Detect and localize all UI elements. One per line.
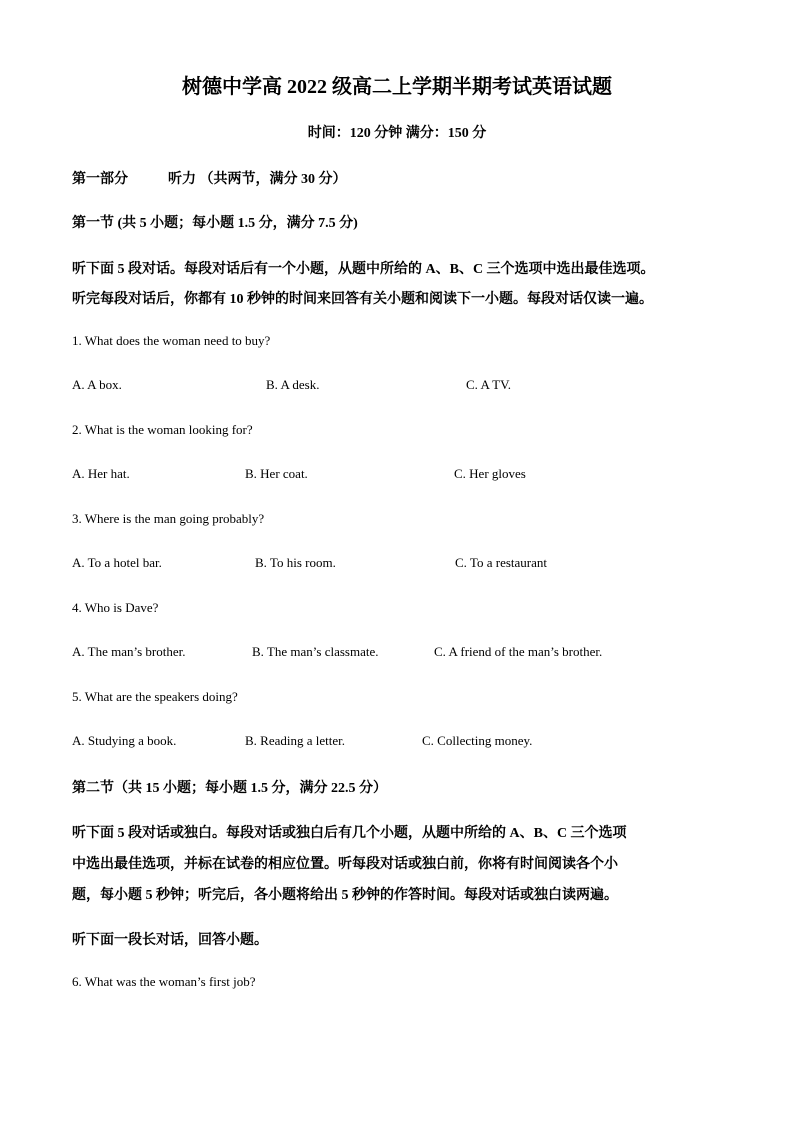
question-2-option-c: C. Her gloves xyxy=(454,466,526,481)
question-3-option-a: A. To a hotel bar. xyxy=(72,555,162,570)
question-1-option-b: B. A desk. xyxy=(266,377,320,392)
question-4-option-c: C. A friend of the man’s brother. xyxy=(434,644,603,659)
question-4-option-a: A. The man’s brother. xyxy=(72,644,186,659)
question-5-option-b: B. Reading a letter. xyxy=(245,733,346,748)
section1-heading: 第一节 (共 5 小题；每小题 1.5 分，满分 7.5 分) xyxy=(72,216,358,231)
question-3-option-c: C. To a restaurant xyxy=(455,555,547,570)
long-dialogue-intro: 听下面一段长对话，回答小题。 xyxy=(72,933,268,948)
question-4-option-b: B. The man’s classmate. xyxy=(252,644,379,659)
page-title: 树德中学高 2022 级高二上学期半期考试英语试题 xyxy=(182,76,612,98)
question-1: 1. What does the woman need to buy? xyxy=(72,333,271,348)
question-5-option-a: A. Studying a book. xyxy=(72,733,177,748)
section1-instruction-line: 听完每段对话后，你都有 10 秒钟的时间来回答有关小题和阅读下一小题。每段对话仅读一遍。 xyxy=(72,292,653,307)
question-4: 4. Who is Dave? xyxy=(72,600,159,615)
question-5-option-c: C. Collecting money. xyxy=(422,733,533,748)
part1-heading: 听力 （共两节，满分 30 分） xyxy=(168,172,347,187)
question-5: 5. What are the speakers doing? xyxy=(72,689,238,704)
part1-label: 第一部分 xyxy=(72,172,128,187)
question-6: 6. What was the woman’s first job? xyxy=(72,974,256,989)
exam-meta: 时间：120 分钟 满分：150 分 xyxy=(307,126,487,141)
question-3: 3. Where is the man going probably? xyxy=(72,511,265,526)
question-2-option-a: A. Her hat. xyxy=(72,466,130,481)
section2-heading: 第二节（共 15 小题；每小题 1.5 分，满分 22.5 分） xyxy=(72,781,387,796)
question-1-option-c: C. A TV. xyxy=(466,377,512,392)
section1-instruction-line: 听下面 5 段对话。每段对话后有一个小题，从题中所给的 A、B、C 三个选项中选出最佳选项。 xyxy=(72,262,655,277)
section2-instruction-line: 听下面 5 段对话或独白。每段对话或独白后有几个小题，从题中所给的 A、B、C 三个选项 xyxy=(72,826,627,841)
question-3-option-b: B. To his room. xyxy=(255,555,336,570)
question-2-option-b: B. Her coat. xyxy=(245,466,308,481)
section2-instruction-line: 中选出最佳选项，并标在试卷的相应位置。听每段对话或独白前，你将有时间阅读各个小 xyxy=(72,857,618,872)
question-1-option-a: A. A box. xyxy=(72,377,122,392)
question-2: 2. What is the woman looking for? xyxy=(72,422,253,437)
section2-instruction-line: 题，每小题 5 秒钟；听完后，各小题将给出 5 秒钟的作答时间。每段对话或独白读两遍。 xyxy=(72,888,618,903)
